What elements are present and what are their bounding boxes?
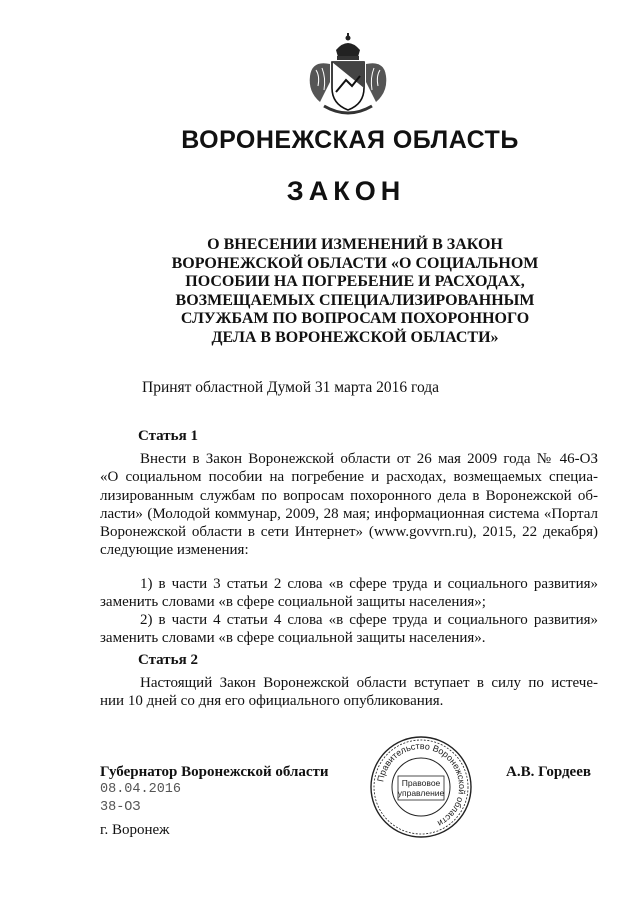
text-line: нии 10 дней со дня его официального опубликования.	[100, 693, 444, 710]
article-1-item-2	[100, 611, 598, 648]
text-line: 2) в части 4 статьи 4 слова «в сфере труда и социального развития»	[140, 612, 598, 628]
text-line: лизированным службам по вопросам похоронного дела в Воронежской об-	[100, 487, 598, 504]
signatory-position: Губернатор Воронежской области	[100, 764, 329, 780]
text-line: 1) в части 3 статьи 2 слова «в сфере труда и социального развития»	[140, 576, 598, 592]
stamp-ring-text: Правительство Воронежской области	[375, 740, 468, 829]
stamp-inner-line: Правовое	[401, 778, 441, 788]
text-line: Внести в Закон Воронежской области от 26 мая 2009 года № 46-ОЗ	[140, 451, 598, 467]
text-line: «О социальном пособии на погребение и расходах, возмещаемых специа-	[100, 469, 598, 486]
text-line: заменить словами «в сфере социальной защиты населения»;	[100, 594, 486, 611]
signatory-name: А.В. Гордеев	[506, 764, 591, 780]
voronezh-coat-of-arms-icon	[306, 30, 390, 116]
law-title-line: ВОРОНЕЖСКОЙ ОБЛАСТИ «О СОЦИАЛЬНОМ	[171, 254, 539, 272]
law-title-line: ВОЗМЕЩАЕМЫХ СПЕЦИАЛИЗИРОВАННЫМ	[175, 291, 535, 309]
law-title-line: ДЕЛА В ВОРОНЕЖСКОЙ ОБЛАСТИ»	[211, 328, 499, 346]
adoption-note: Принят областной Думой 31 марта 2016 года	[142, 379, 440, 396]
article-1-intro	[100, 450, 598, 560]
region-title: ВОРОНЕЖСКАЯ ОБЛАСТЬ	[181, 126, 519, 154]
article-2-heading: Статья 2	[138, 652, 198, 668]
law-number: 38-ОЗ	[100, 800, 141, 815]
text-line: заменить словами «в сфере социальной защиты населения».	[100, 630, 486, 647]
text-line: следующие изменения:	[100, 542, 249, 559]
law-title	[140, 236, 570, 347]
text-line: Воронежской области в сети Интернет» (www.govvrn.ru), 2015, 22 декабря)	[100, 524, 598, 541]
signing-date: 08.04.2016	[100, 782, 182, 797]
stamp-inner-line: управление	[397, 788, 445, 798]
signing-city: г. Воронеж	[100, 822, 170, 838]
article-1-item-1	[100, 575, 598, 612]
text-line: Настоящий Закон Воронежской области вступает в силу по истече-	[140, 675, 598, 691]
law-title-line: О ВНЕСЕНИИ ИЗМЕНЕНИЙ В ЗАКОН	[207, 236, 503, 253]
law-title-line: ПОСОБИИ НА ПОГРЕБЕНИЕ И РАСХОДАХ,	[185, 273, 525, 290]
article-1-heading: Статья 1	[138, 428, 198, 444]
document-type: ЗАКОН	[286, 176, 406, 206]
official-stamp-icon	[366, 732, 476, 842]
text-line: ласти» (Молодой коммунар, 2009, 28 мая; информационная система «Портал	[100, 505, 598, 522]
law-title-line: СЛУЖБАМ ПО ВОПРОСАМ ПОХОРОННОГО	[180, 310, 530, 327]
article-2-text	[100, 674, 598, 711]
